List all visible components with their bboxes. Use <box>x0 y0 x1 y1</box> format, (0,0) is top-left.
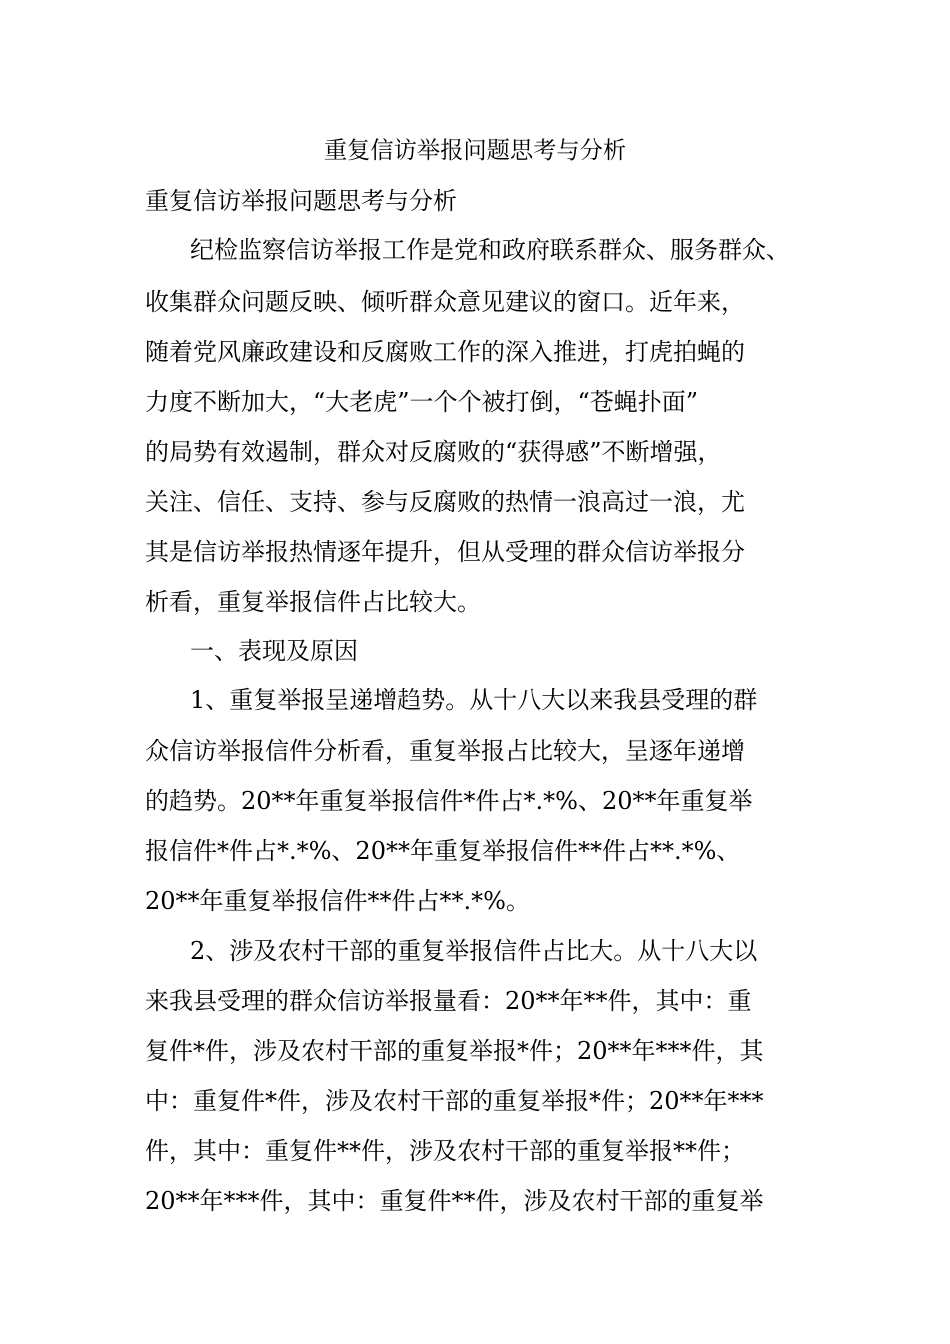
item1-line-4: 报信件*件占*.*%、20**年重复举报信件**件占**.*%、 <box>145 837 741 865</box>
item1-line-3: 的趋势。20**年重复举报信件*件占*.*%、20**年重复举 <box>145 787 753 815</box>
intro-line-3: 随着党风廉政建设和反腐败工作的深入推进，打虎拍蝇的 <box>145 338 745 366</box>
item2-line-4: 中：重复件*件，涉及农村干部的重复举报*件；20**年*** <box>145 1087 764 1115</box>
intro-line-4: 力度不断加大，“大老虎”一个个被打倒，“苍蝇扑面” <box>145 388 699 416</box>
item2-line-3: 复件*件，涉及农村干部的重复举报*件；20**年***件，其 <box>145 1037 764 1065</box>
item2-line-6: 20**年***件，其中：重复件**件，涉及农村干部的重复举 <box>145 1187 764 1215</box>
intro-line-1: 纪检监察信访举报工作是党和政府联系群众、服务群众、 <box>190 236 790 264</box>
intro-line-6: 关注、信任、支持、参与反腐败的热情一浪高过一浪，尤 <box>145 488 745 516</box>
item2-line-2: 来我县受理的群众信访举报量看：20**年**件，其中：重 <box>145 987 752 1015</box>
document-title: 重复信访举报问题思考与分析 <box>323 137 627 164</box>
item1-line-2: 众信访举报信件分析看，重复举报占比较大，呈逐年递增 <box>145 737 745 765</box>
item2-line-1: 2、涉及农村干部的重复举报信件占比大。从十八大以 <box>190 937 758 965</box>
item2-line-5: 件，其中：重复件**件，涉及农村干部的重复举报**件； <box>145 1137 745 1165</box>
intro-line-7: 其是信访举报热情逐年提升，但从受理的群众信访举报分 <box>145 538 745 566</box>
document-subtitle: 重复信访举报问题思考与分析 <box>145 187 457 215</box>
intro-line-8: 析看，重复举报信件占比较大。 <box>145 588 481 616</box>
intro-line-2: 收集群众问题反映、倾听群众意见建议的窗口。近年来， <box>145 288 745 316</box>
intro-line-5: 的局势有效遏制，群众对反腐败的“获得感”不断增强， <box>145 438 722 466</box>
section-heading: 一、表现及原因 <box>190 637 358 665</box>
item1-line-1: 1、重复举报呈递增趋势。从十八大以来我县受理的群 <box>190 686 758 714</box>
item1-line-5: 20**年重复举报信件**件占**.*%。 <box>145 887 530 915</box>
